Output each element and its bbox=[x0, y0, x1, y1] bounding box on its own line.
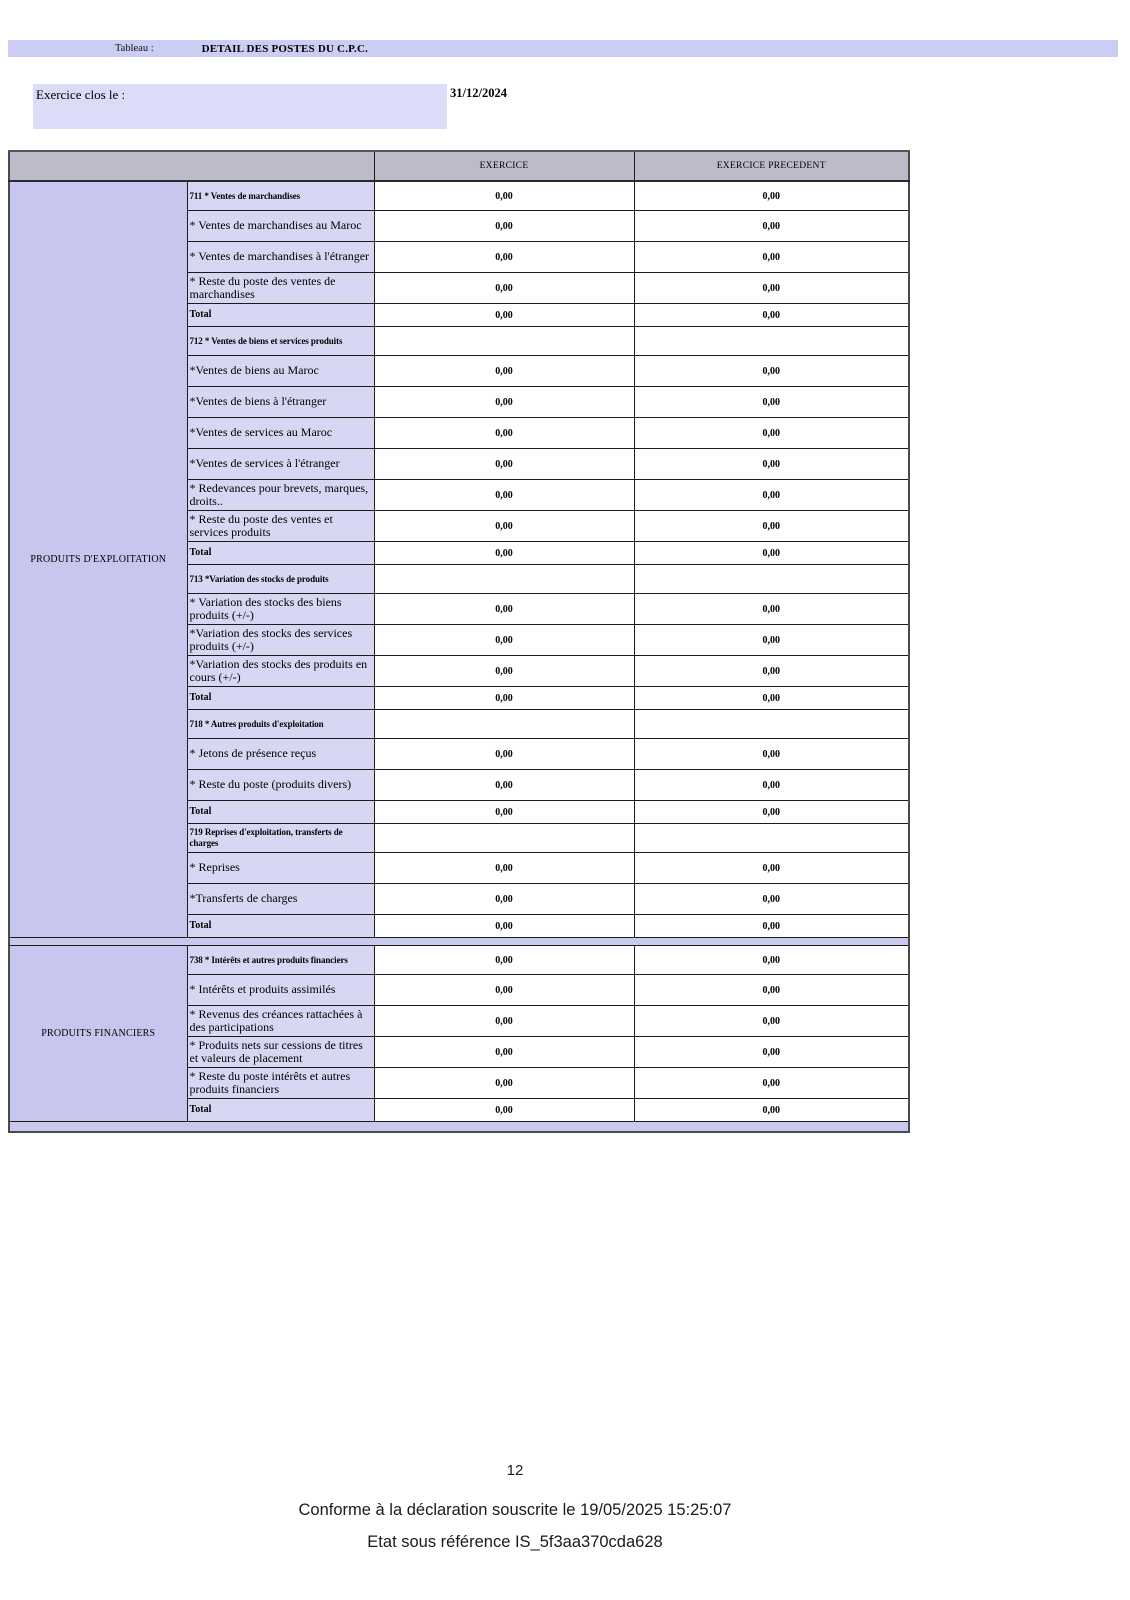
row-label: Total bbox=[187, 801, 374, 824]
value-exercice: 0,00 bbox=[374, 211, 634, 242]
value-exercice-precedent: 0,00 bbox=[634, 656, 909, 687]
value-exercice-precedent: 0,00 bbox=[634, 946, 909, 975]
value-exercice bbox=[374, 565, 634, 594]
value-exercice-precedent: 0,00 bbox=[634, 356, 909, 387]
value-exercice: 0,00 bbox=[374, 770, 634, 801]
value-exercice: 0,00 bbox=[374, 625, 634, 656]
value-exercice: 0,00 bbox=[374, 356, 634, 387]
value-exercice-precedent bbox=[634, 824, 909, 853]
value-exercice-precedent: 0,00 bbox=[634, 480, 909, 511]
value-exercice: 0,00 bbox=[374, 915, 634, 938]
value-exercice: 0,00 bbox=[374, 1037, 634, 1068]
row-label: * Revenus des créances rattachées à des participations bbox=[187, 1006, 374, 1037]
value-exercice: 0,00 bbox=[374, 687, 634, 710]
value-exercice-precedent: 0,00 bbox=[634, 770, 909, 801]
exercice-clos-box bbox=[33, 84, 447, 129]
value-exercice: 0,00 bbox=[374, 1006, 634, 1037]
row-label: * Reste du poste (produits divers) bbox=[187, 770, 374, 801]
value-exercice bbox=[374, 824, 634, 853]
value-exercice: 0,00 bbox=[374, 884, 634, 915]
value-exercice-precedent: 0,00 bbox=[634, 542, 909, 565]
value-exercice: 0,00 bbox=[374, 304, 634, 327]
value-exercice-precedent: 0,00 bbox=[634, 418, 909, 449]
row-label: Total bbox=[187, 687, 374, 710]
row-label: Total bbox=[187, 304, 374, 327]
value-exercice-precedent: 0,00 bbox=[634, 975, 909, 1006]
header-blank-cell bbox=[9, 151, 374, 181]
value-exercice-precedent bbox=[634, 327, 909, 356]
value-exercice: 0,00 bbox=[374, 511, 634, 542]
value-exercice-precedent: 0,00 bbox=[634, 387, 909, 418]
value-exercice: 0,00 bbox=[374, 801, 634, 824]
header-exercice: EXERCICE bbox=[374, 151, 634, 181]
value-exercice-precedent: 0,00 bbox=[634, 915, 909, 938]
section-separator-cell bbox=[9, 938, 909, 946]
value-exercice-precedent bbox=[634, 710, 909, 739]
value-exercice-precedent: 0,00 bbox=[634, 1068, 909, 1099]
value-exercice: 0,00 bbox=[374, 387, 634, 418]
value-exercice-precedent: 0,00 bbox=[634, 1006, 909, 1037]
value-exercice: 0,00 bbox=[374, 418, 634, 449]
row-label: 719 Reprises d'exploitation, transferts de charges bbox=[187, 824, 374, 853]
value-exercice-precedent: 0,00 bbox=[634, 242, 909, 273]
section-separator bbox=[9, 938, 909, 946]
row-label: Total bbox=[187, 542, 374, 565]
value-exercice: 0,00 bbox=[374, 449, 634, 480]
cpc-detail-table bbox=[8, 150, 910, 1133]
value-exercice: 0,00 bbox=[374, 542, 634, 565]
value-exercice bbox=[374, 710, 634, 739]
value-exercice-precedent: 0,00 bbox=[634, 801, 909, 824]
table-row bbox=[9, 181, 909, 211]
row-label: * Produits nets sur cessions de titres et valeurs de placement bbox=[187, 1037, 374, 1068]
row-label: 712 * Ventes de biens et services produits bbox=[187, 327, 374, 356]
page-number: 12 bbox=[506, 1462, 524, 1479]
value-exercice: 0,00 bbox=[374, 656, 634, 687]
table-row bbox=[9, 946, 909, 975]
exercice-clos-label: Exercice clos le : bbox=[36, 87, 126, 102]
value-exercice-precedent: 0,00 bbox=[634, 273, 909, 304]
value-exercice-precedent: 0,00 bbox=[634, 625, 909, 656]
row-label: 713 *Variation des stocks de produits bbox=[187, 565, 374, 594]
row-label: * Ventes de marchandises au Maroc bbox=[187, 211, 374, 242]
table-title-bar bbox=[8, 40, 1118, 57]
category-cell: PRODUITS FINANCIERS bbox=[9, 946, 187, 1122]
table-header-row bbox=[9, 151, 909, 181]
value-exercice: 0,00 bbox=[374, 273, 634, 304]
value-exercice: 0,00 bbox=[374, 1099, 634, 1122]
exercice-clos-date: 31/12/2024 bbox=[450, 86, 507, 100]
row-label: *Ventes de services au Maroc bbox=[187, 418, 374, 449]
reference-line: Etat sous référence IS_5f3aa370cda628 bbox=[367, 1533, 663, 1551]
value-exercice-precedent: 0,00 bbox=[634, 687, 909, 710]
value-exercice: 0,00 bbox=[374, 975, 634, 1006]
row-label: 711 * Ventes de marchandises bbox=[187, 181, 374, 211]
row-label: *Ventes de biens à l'étranger bbox=[187, 387, 374, 418]
table-body bbox=[9, 181, 909, 1132]
value-exercice-precedent: 0,00 bbox=[634, 739, 909, 770]
row-label: *Ventes de services à l'étranger bbox=[187, 449, 374, 480]
value-exercice: 0,00 bbox=[374, 181, 634, 211]
category-cell: PRODUITS D'EXPLOITATION bbox=[9, 181, 187, 938]
row-label: * Ventes de marchandises à l'étranger bbox=[187, 242, 374, 273]
row-label: 718 * Autres produits d'exploitation bbox=[187, 710, 374, 739]
value-exercice: 0,00 bbox=[374, 594, 634, 625]
row-label: * Jetons de présence reçus bbox=[187, 739, 374, 770]
row-label: * Reste du poste intérêts et autres produits financiers bbox=[187, 1068, 374, 1099]
row-label: * Redevances pour brevets, marques, droits.. bbox=[187, 480, 374, 511]
row-label: *Transferts de charges bbox=[187, 884, 374, 915]
value-exercice: 0,00 bbox=[374, 242, 634, 273]
value-exercice-precedent: 0,00 bbox=[634, 511, 909, 542]
row-label: 738 * Intérêts et autres produits financiers bbox=[187, 946, 374, 975]
conformity-line: Conforme à la déclaration souscrite le 19/05/2025 15:25:07 bbox=[298, 1501, 732, 1519]
row-label: * Reste du poste des ventes et services produits bbox=[187, 511, 374, 542]
value-exercice-precedent: 0,00 bbox=[634, 449, 909, 480]
value-exercice-precedent bbox=[634, 565, 909, 594]
table-bottom-strip bbox=[9, 1122, 909, 1133]
table-bottom-strip-cell bbox=[9, 1122, 909, 1133]
value-exercice-precedent: 0,00 bbox=[634, 1099, 909, 1122]
value-exercice-precedent: 0,00 bbox=[634, 884, 909, 915]
value-exercice: 0,00 bbox=[374, 853, 634, 884]
value-exercice bbox=[374, 327, 634, 356]
value-exercice: 0,00 bbox=[374, 1068, 634, 1099]
page-title: DETAIL DES POSTES DU C.P.C. bbox=[201, 42, 369, 55]
row-label: * Variation des stocks des biens produits (+/-) bbox=[187, 594, 374, 625]
row-label: *Ventes de biens au Maroc bbox=[187, 356, 374, 387]
row-label: *Variation des stocks des produits en cours (+/-) bbox=[187, 656, 374, 687]
row-label: Total bbox=[187, 915, 374, 938]
value-exercice: 0,00 bbox=[374, 480, 634, 511]
row-label: * Intérêts et produits assimilés bbox=[187, 975, 374, 1006]
row-label: *Variation des stocks des services produits (+/-) bbox=[187, 625, 374, 656]
header-exercice-precedent: EXERCICE PRECEDENT bbox=[634, 151, 909, 181]
row-label: Total bbox=[187, 1099, 374, 1122]
value-exercice: 0,00 bbox=[374, 739, 634, 770]
value-exercice-precedent: 0,00 bbox=[634, 1037, 909, 1068]
value-exercice-precedent: 0,00 bbox=[634, 594, 909, 625]
tableau-label: Tableau : bbox=[115, 43, 154, 54]
value-exercice: 0,00 bbox=[374, 946, 634, 975]
value-exercice-precedent: 0,00 bbox=[634, 853, 909, 884]
row-label: * Reprises bbox=[187, 853, 374, 884]
row-label: * Reste du poste des ventes de marchandises bbox=[187, 273, 374, 304]
value-exercice-precedent: 0,00 bbox=[634, 181, 909, 211]
value-exercice-precedent: 0,00 bbox=[634, 211, 909, 242]
value-exercice-precedent: 0,00 bbox=[634, 304, 909, 327]
